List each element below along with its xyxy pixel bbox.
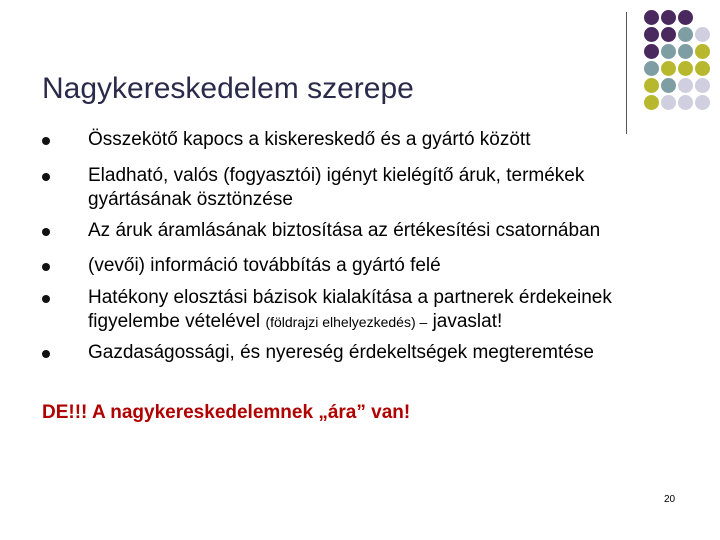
decoration-dot <box>644 27 659 42</box>
decoration-dot <box>695 78 710 93</box>
decoration-dot <box>695 44 710 59</box>
slide-title: Nagykereskedelem szerepe <box>42 72 414 105</box>
bullet-text: Eladható, valós (fogyasztói) igényt kielégítő áruk, termékek gyártásának ösztönzése <box>88 165 585 210</box>
bullet-dot <box>42 295 50 303</box>
decoration-dot <box>644 44 659 59</box>
bullet-text-main: Hatékony elosztási bázisok kialakítása a partnerek érdekeinek figyelembe vételével <box>88 287 612 332</box>
vertical-divider <box>626 12 627 134</box>
decoration-dot <box>661 95 676 110</box>
bullet-text: (vevői) információ továbbítás a gyártó felé <box>88 255 441 276</box>
decoration-dot <box>661 27 676 42</box>
decoration-dot <box>644 78 659 93</box>
page-number: 20 <box>664 494 676 505</box>
bullet-dot <box>42 228 50 236</box>
decoration-dot <box>695 61 710 76</box>
decoration-dot <box>695 27 710 42</box>
bullet-text-small: (földrajzi elhelyezkedés) – <box>265 314 428 330</box>
decoration-dot <box>644 10 659 25</box>
bullet-text-end: javaslat! <box>432 311 503 332</box>
bullet-dot <box>42 350 50 358</box>
decoration-dot <box>695 95 710 110</box>
bullet-text: Gazdaságossági, és nyereség érdekeltségek megteremtése <box>88 342 594 363</box>
decoration-dot <box>661 78 676 93</box>
decoration-dot <box>678 10 693 25</box>
decoration-dot <box>661 10 676 25</box>
corner-dot-decoration <box>0 0 720 140</box>
decoration-dot <box>644 61 659 76</box>
decoration-dot <box>661 61 676 76</box>
decoration-dot <box>661 44 676 59</box>
bullet-dot <box>42 173 50 181</box>
decoration-dot <box>678 27 693 42</box>
decoration-dot <box>678 44 693 59</box>
decoration-dot <box>678 95 693 110</box>
decoration-dot <box>678 78 693 93</box>
emphasis-text: DE!!! A nagykereskedelemnek „ára” van! <box>42 402 411 423</box>
bullet-text: Összekötő kapocs a kiskereskedő és a gyártó között <box>88 129 531 150</box>
bullet-text: Az áruk áramlásának biztosítása az értékesítési csatornában <box>88 220 601 241</box>
bullet-dot <box>42 263 50 271</box>
bullet-text-compound <box>88 286 668 334</box>
decoration-dot <box>644 95 659 110</box>
bullet-dot <box>42 137 50 145</box>
decoration-dot <box>678 61 693 76</box>
